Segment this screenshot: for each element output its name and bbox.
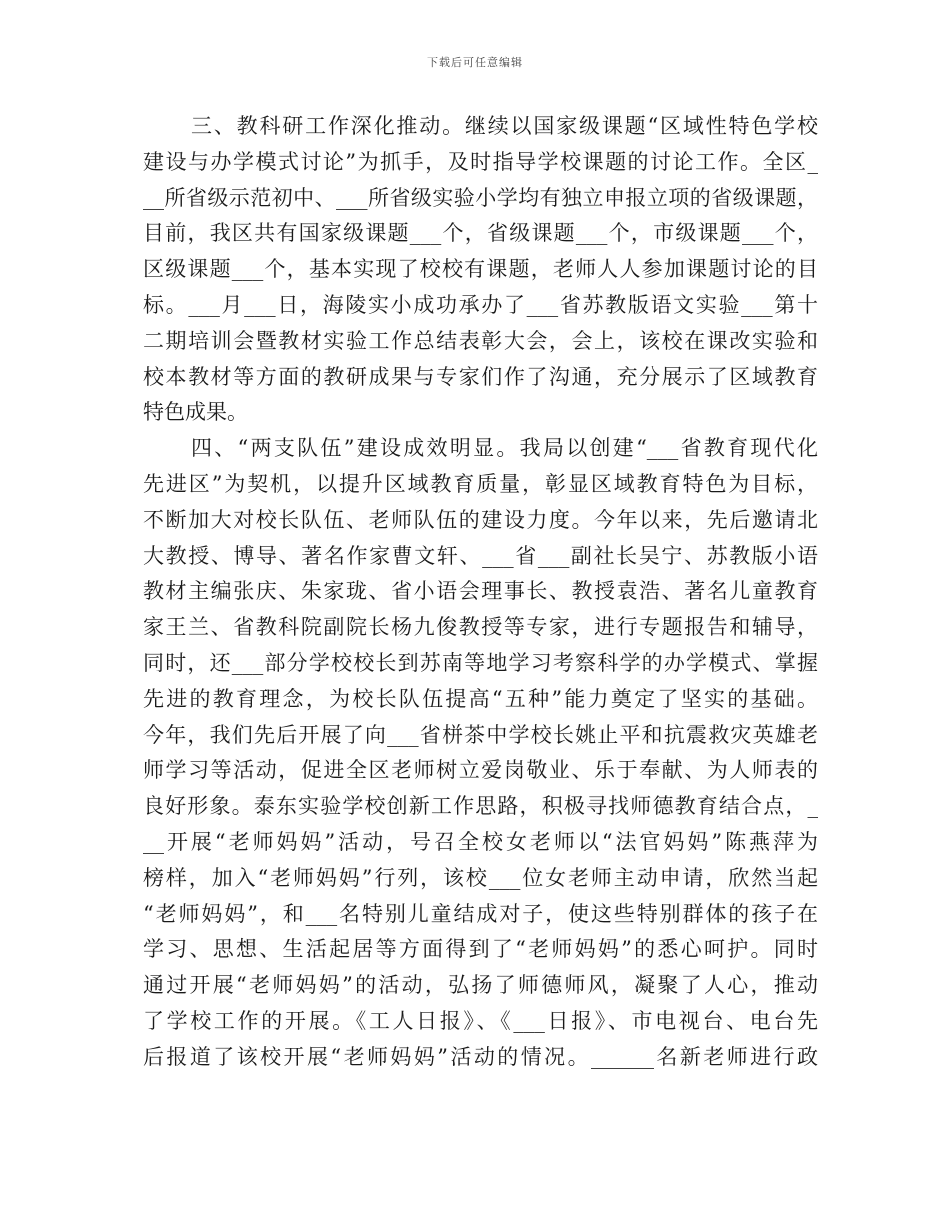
text-line: 二期培训会暨教材实验工作总结表彰大会，会上，该校在课改实验和 [143,328,818,353]
text-line: 良好形象。泰东实验学校创新工作思路，积极寻找师德教育结合点，_ [143,794,818,819]
text-line: __开展“老师妈妈”活动，号召全校女老师以“法官妈妈”陈燕萍为 [143,829,818,854]
text-line: 四、“两支队伍”建设成效明显。我局以创建“___省教育现代化 [191,436,818,461]
text-line: 特色成果。 [143,400,248,425]
text-line: 今年，我们先后开展了向___省栟茶中学校长姚止平和抗震救灾英雄老 [143,722,818,747]
text-line: 三、教科研工作深化推动。继续以国家级课题“区域性特色学校 [191,114,818,138]
text-line: “老师妈妈”，和___名特别儿童结成对子，使这些特别群体的孩子在 [143,901,818,926]
text-line: 区级课题___个，基本实现了校校有课题，老师人人参加课题讨论的目 [143,257,818,282]
text-line: 通过开展“老师妈妈”的活动，弘扬了师德师风，凝聚了人心，推动 [143,973,818,998]
paragraph-two-teams [143,431,818,1075]
text-line: 教材主编张庆、朱家珑、省小语会理事长、教授袁浩、著名儿童教育 [143,579,818,604]
text-line: __所省级示范初中、___所省级实验小学均有独立申报立项的省级课题， [143,185,818,210]
text-line: 先进的教育理念，为校长队伍提高“五种”能力奠定了坚实的基础。 [143,686,818,711]
text-line: 不断加大对校长队伍、老师队伍的建设力度。今年以来，先后邀请北 [143,507,818,532]
text-line: 大教授、博导、著名作家曹文轩、___省___副社长吴宁、苏教版小语 [143,543,818,568]
text-line: 同时，还___部分学校校长到苏南等地学习考察科学的办学模式、掌握 [143,650,818,675]
text-line: 建设与办学模式讨论”为抓手，及时指导学校课题的讨论工作。全区_ [143,149,818,174]
text-line: 标。___月___日，海陵实小成功承办了___省苏教版语文实验___第十 [143,292,818,317]
text-line: 学习、思想、生活起居等方面得到了“老师妈妈”的悉心呵护。同时 [143,937,818,962]
text-line: 师学习等活动，促进全区老师树立爱岗敬业、乐于奉献、为人师表的 [143,758,818,783]
text-line: 校本教材等方面的教研成果与专家们作了沟通，充分展示了区域教育 [143,364,818,389]
page-header: 下载后可任意编辑 [427,56,523,69]
text-line: 后报道了该校开展“老师妈妈”活动的情况。______名新老师进行政 [143,1044,818,1069]
document-body [143,109,818,1076]
text-line: 先进区”为契机，以提升区域教育质量，彰显区域教育特色为目标， [143,471,818,496]
text-line: 了学校工作的开展。《工人日报》、《___日报》、市电视台、电台先 [143,1008,818,1033]
text-line: 目前，我区共有国家级课题___个，省级课题___个，市级课题___个， [143,221,818,246]
paragraph-teaching-research [143,109,818,431]
text-line: 家王兰、省教科院副院长杨九俊教授等专家，进行专题报告和辅导， [143,615,818,640]
text-line: 榜样，加入“老师妈妈”行列，该校___位女老师主动申请，欣然当起 [143,865,818,890]
